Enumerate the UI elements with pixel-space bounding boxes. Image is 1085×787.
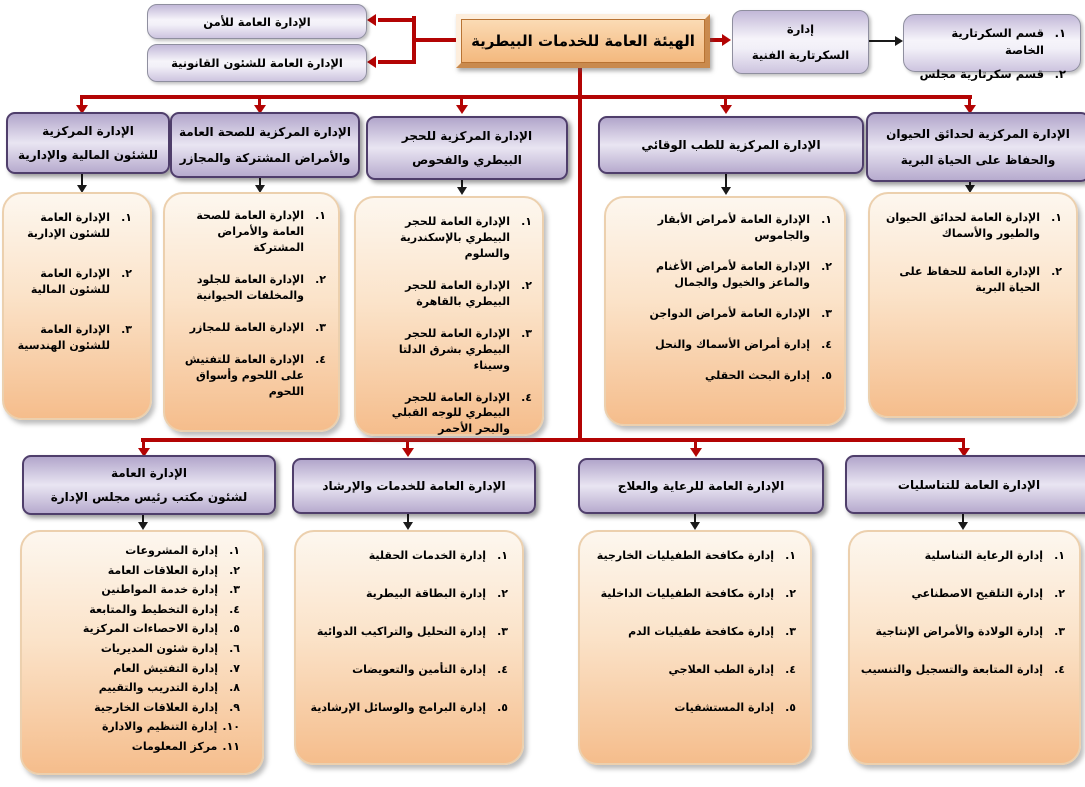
item-text: الإدارة العامة للمجازر xyxy=(189,320,304,334)
node-label: الإدارة العامة للتناسليات xyxy=(897,477,1041,492)
item-number: ٣. xyxy=(821,306,832,320)
item-text: الإدارة العامة للحجر البيطري بالإسكندرية والسلوم xyxy=(400,215,510,260)
connector-trunk xyxy=(578,66,582,442)
arrowhead-down xyxy=(720,105,732,114)
list-item xyxy=(588,662,796,678)
item-number: ١. xyxy=(1054,549,1065,562)
arrowhead-down xyxy=(690,448,702,457)
arrowhead-down xyxy=(456,105,468,114)
list-item xyxy=(362,390,532,438)
item-text: الإدارة العامة لأمراض الدواجن xyxy=(649,306,810,320)
node-label: الإدارة العامة للشئون القانونية xyxy=(171,56,343,70)
list-item xyxy=(28,660,240,678)
item-text: إدارة المتابعة والتسجيل والتنسيب xyxy=(860,662,1043,676)
node-label-line2: والحفاظ على الحياة البرية xyxy=(900,153,1056,168)
node-label: الإدارة العامة للرعاية والعلاج xyxy=(617,479,785,493)
list-item xyxy=(304,700,508,716)
departments-care-treatment xyxy=(578,530,812,765)
list-item xyxy=(28,640,240,658)
item-text: إدارة مكافحة طفيليات الدم xyxy=(628,624,774,638)
departments-zoos-wildlife xyxy=(868,192,1078,418)
node-central-veterinary-quarantine xyxy=(366,116,568,180)
list-item xyxy=(858,548,1065,564)
connector-line xyxy=(378,60,412,64)
item-number: ١. xyxy=(821,213,832,226)
item-number: ٥. xyxy=(497,700,508,714)
item-number: ١. xyxy=(229,544,240,557)
item-number: ٤. xyxy=(521,390,532,404)
connector-line xyxy=(412,38,456,42)
item-number: ٤. xyxy=(1054,662,1065,676)
node-label-line1: الإدارة المركزية للصحة العامة xyxy=(179,125,351,140)
list-item xyxy=(588,700,796,716)
list-item xyxy=(614,306,832,322)
item-number: ٢. xyxy=(521,278,532,292)
list-item xyxy=(614,259,832,291)
node-technical-secretariat xyxy=(732,10,869,74)
list-item xyxy=(171,352,326,400)
node-security-administration xyxy=(147,4,367,39)
item-text: قسم سكرتارية مجلس xyxy=(919,67,1044,82)
arrowhead-left xyxy=(367,56,376,68)
node-chairman-office-affairs xyxy=(22,455,276,515)
departments-public-health xyxy=(163,192,340,432)
list-item xyxy=(171,320,326,336)
list-item xyxy=(858,624,1065,640)
item-text: الإدارة العامة للشئون الإدارية xyxy=(27,211,110,240)
list-item xyxy=(28,581,240,599)
connector-level2-line xyxy=(80,95,972,99)
list-item xyxy=(588,548,796,564)
item-number: ٢. xyxy=(315,272,326,286)
item-number: ٢. xyxy=(821,259,832,273)
list-item xyxy=(362,326,532,374)
item-number: ٣. xyxy=(315,320,326,334)
list-item xyxy=(304,586,508,602)
item-text: إدارة التدريب والتقييم xyxy=(98,681,218,695)
arrowhead-left xyxy=(367,14,376,26)
item-number: ٤. xyxy=(315,352,326,366)
item-text: الإدارة العامة لأمراض الأغنام والماعز والخيول والجمال xyxy=(656,259,810,289)
item-number: ٣. xyxy=(121,322,132,336)
item-text: الإدارة العامة للتفتيش على اللحوم وأسواق اللحوم xyxy=(184,352,304,398)
item-number: ٨. xyxy=(229,681,240,695)
list-item xyxy=(28,542,240,560)
item-text: إدارة الخدمات الحقلية xyxy=(368,549,486,562)
item-number: ٣. xyxy=(521,326,532,340)
item-text: إدارة البرامج والوسائل الإرشادية xyxy=(310,700,486,714)
connector-line xyxy=(412,16,416,64)
list-item xyxy=(28,699,240,717)
item-text: إدارة التلقيح الاصطناعي xyxy=(911,586,1043,600)
item-number: ٢. xyxy=(497,586,508,600)
item-text: الإدارة العامة للحجر البيطري بالقاهرة xyxy=(405,278,510,308)
item-number: ٥. xyxy=(229,622,240,636)
list-item xyxy=(304,662,508,678)
node-label-line2: البيطري والفحوص xyxy=(412,153,522,168)
item-text: الإدارة العامة للحجر البيطري بشرق الدلتا وسيناء xyxy=(398,326,510,372)
node-central-preventive-medicine xyxy=(598,116,864,174)
departments-preventive-medicine xyxy=(604,196,846,426)
list-item xyxy=(858,586,1065,602)
list-item xyxy=(588,624,796,640)
node-label-line2: والأمراض المشتركة والمجازر xyxy=(179,150,351,165)
item-text: إدارة الطب العلاجي xyxy=(668,662,774,676)
item-number: ٢. xyxy=(229,563,240,577)
item-text: إدارة التخطيط والمتابعة xyxy=(89,602,218,616)
list-item xyxy=(614,212,832,244)
item-number: ١١. xyxy=(222,739,240,753)
item-number: ١. xyxy=(785,549,796,562)
item-text: إدارة الاحصاءات المركزية xyxy=(82,622,218,636)
node-label-line1: إدارة xyxy=(786,22,815,37)
item-text: إدارة البحث الحقلي xyxy=(705,368,810,382)
node-label-line1: الإدارة المركزية xyxy=(42,124,134,138)
node-legal-affairs-administration xyxy=(147,44,367,82)
item-text: الإدارة العامة للحفاظ على الحياة البرية xyxy=(899,264,1040,294)
list-item xyxy=(28,718,240,736)
arrowhead-down xyxy=(402,448,414,457)
connector-line xyxy=(378,18,412,22)
item-number: ٦. xyxy=(229,641,240,655)
item-text: إدارة التحليل والتراكيب الدوائية xyxy=(316,624,486,638)
node-label: الإدارة العامة للأمن xyxy=(203,14,311,29)
departments-services-extension xyxy=(294,530,524,765)
item-text: إدارة التأمين والتعويضات xyxy=(352,662,486,676)
item-number: ٥. xyxy=(821,368,832,382)
item-number: ٩. xyxy=(229,700,240,714)
list-item xyxy=(910,66,1066,83)
list-item xyxy=(362,214,532,262)
list-item xyxy=(362,278,532,310)
item-number: ٤. xyxy=(821,337,832,351)
item-number: ٣. xyxy=(785,624,796,638)
arrowhead-down xyxy=(958,522,968,530)
node-central-zoos-wildlife xyxy=(866,112,1085,182)
item-text: إدارة العلاقات الخارجية xyxy=(94,700,218,714)
item-text: إدارة أمراض الأسماك والنحل xyxy=(655,337,810,351)
list-item xyxy=(878,264,1062,296)
item-number: ٢. xyxy=(1054,67,1066,82)
root-node-title: الهيئة العامة للخدمات البيطرية xyxy=(471,32,695,50)
node-label-line1: الإدارة العامة xyxy=(110,466,188,481)
departments-financial-admin xyxy=(2,192,152,420)
item-text: الإدارة العامة لأمراض الأبقار والجاموس xyxy=(657,213,810,242)
list-item xyxy=(10,210,132,242)
item-text: الإدارة العامة للحجر البيطري للوجه القبلي والبحر الأحمر xyxy=(391,390,510,436)
item-number: ٣. xyxy=(497,624,508,638)
item-text: إدارة التنظيم والادارة xyxy=(101,720,218,734)
connector-line xyxy=(866,40,896,42)
item-text: إدارة التفتيش العام xyxy=(113,661,218,675)
item-number: ٢. xyxy=(785,586,796,600)
node-secretariat-departments xyxy=(903,14,1081,82)
arrowhead-down xyxy=(690,522,700,530)
list-item xyxy=(10,266,132,298)
item-text: إدارة الرعاية التناسلية xyxy=(924,549,1043,562)
item-text: إدارة الولادة والأمراض الإنتاجية xyxy=(875,624,1043,638)
arrowhead-right xyxy=(722,34,731,46)
item-number: ١. xyxy=(315,209,326,222)
item-text: إدارة العلاقات العامة xyxy=(107,563,218,577)
item-text: الإدارة العامة للشئون المالية xyxy=(30,266,110,296)
root-node-general-authority xyxy=(456,14,710,68)
item-text: إدارة المشروعات xyxy=(125,544,218,557)
item-number: ١. xyxy=(497,549,508,562)
node-label-line2: للشئون المالية والإدارية xyxy=(18,148,158,162)
item-text: مركز المعلومات xyxy=(131,739,218,753)
arrowhead-down xyxy=(457,187,467,195)
item-text: إدارة البطاقة البيطرية xyxy=(365,586,486,600)
item-number: ٧. xyxy=(229,661,240,675)
list-item xyxy=(858,662,1065,678)
item-number: ٤. xyxy=(785,662,796,676)
item-text: قسم السكرتارية الخاصة xyxy=(951,26,1044,57)
list-item xyxy=(614,337,832,353)
list-item xyxy=(304,624,508,640)
item-number: ٤. xyxy=(497,662,508,676)
node-label-line2: السكرتارية الفنية xyxy=(751,47,850,62)
arrowhead-down xyxy=(721,187,731,195)
item-text: الإدارة العامة للجلود والمخلفات الحيوانية xyxy=(196,272,304,302)
list-item xyxy=(614,368,832,384)
list-item xyxy=(304,548,508,564)
list-item xyxy=(878,210,1062,242)
list-item xyxy=(171,272,326,304)
list-item xyxy=(28,601,240,619)
item-text: الإدارة العامة للشئون الهندسية xyxy=(17,322,110,352)
node-label-line1: الإدارة المركزية للحجر xyxy=(401,128,533,143)
item-text: إدارة خدمة المواطنين xyxy=(101,583,218,597)
item-text: الإدارة العامة للصحة العامة والأمراض المشتركة xyxy=(196,209,304,254)
node-central-financial-admin-affairs xyxy=(6,112,170,174)
item-text: إدارة مكافحة الطفيليات الخارجية xyxy=(596,549,774,562)
item-number: ١٠. xyxy=(222,720,240,734)
list-item xyxy=(588,586,796,602)
list-item xyxy=(28,620,240,638)
list-item xyxy=(910,25,1066,58)
item-number: ٢. xyxy=(1051,264,1062,278)
node-reproduction xyxy=(845,455,1085,514)
item-number: ٣. xyxy=(1054,624,1065,638)
list-item xyxy=(28,562,240,580)
departments-chairman-office xyxy=(20,530,264,775)
node-label: الإدارة العامة للخدمات والإرشاد xyxy=(322,479,506,493)
departments-quarantine xyxy=(354,196,544,436)
item-number: ٢. xyxy=(121,266,132,280)
arrowhead-down xyxy=(403,522,413,530)
node-label: الإدارة المركزية للطب الوقائي xyxy=(641,138,821,152)
item-text: إدارة المستشفيات xyxy=(674,700,774,714)
node-label-line2: لشئون مكتب رئيس مجلس الإدارة xyxy=(50,489,248,504)
item-text: إدارة شئون المديريات xyxy=(100,641,218,655)
item-text: الإدارة العامة لحدائق الحيوان والطيور والأسماك xyxy=(885,211,1040,240)
departments-reproduction xyxy=(848,530,1081,765)
item-number: ٤. xyxy=(229,602,240,616)
item-number: ٣. xyxy=(229,583,240,597)
arrowhead-right xyxy=(895,36,903,46)
item-number: ٢. xyxy=(1054,586,1065,600)
item-text: إدارة مكافحة الطفيليات الداخلية xyxy=(600,586,774,600)
item-number: ٥. xyxy=(785,700,796,714)
node-services-extension xyxy=(292,458,536,514)
connector-level3-line xyxy=(141,438,965,442)
node-label-line1: الإدارة المركزية لحدائق الحيوان xyxy=(886,126,1070,141)
node-central-public-health xyxy=(170,112,360,178)
item-number: ١. xyxy=(1051,211,1062,224)
item-number: ١. xyxy=(521,215,532,228)
arrowhead-down xyxy=(138,522,148,530)
item-number: ١. xyxy=(121,211,132,224)
list-item xyxy=(171,208,326,256)
item-number: ١. xyxy=(1054,26,1066,40)
list-item xyxy=(10,322,132,354)
list-item xyxy=(28,679,240,697)
list-item xyxy=(28,738,240,756)
node-care-treatment xyxy=(578,458,824,514)
